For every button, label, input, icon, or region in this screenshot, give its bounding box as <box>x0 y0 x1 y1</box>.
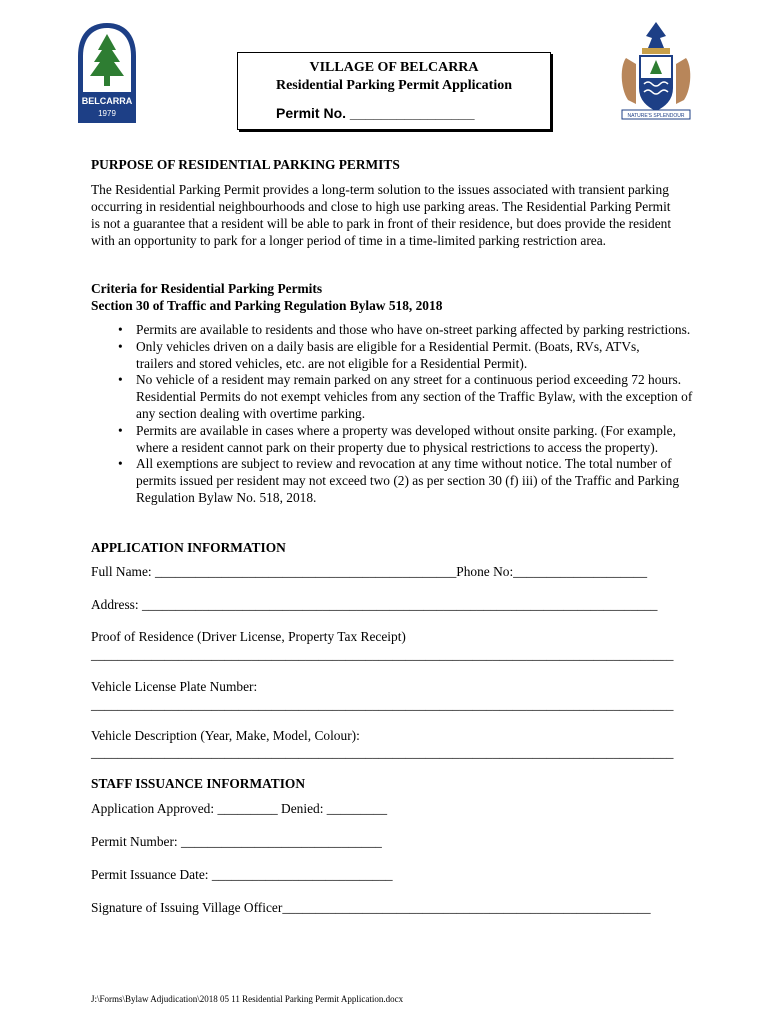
bullet-icon: • <box>118 422 123 438</box>
criteria-item <box>118 322 718 339</box>
signature-field[interactable]: Signature of Issuing Village Officer_______________________________________________________ <box>91 900 651 915</box>
form-title: Residential Parking Permit Application <box>275 78 513 93</box>
criteria-item-text: Permits are available in cases where a property was developed without onsite parking. (For example, where a resident cannot park on their property due to physical restrictions to access the property). <box>136 422 676 455</box>
license-plate-field[interactable]: _______________________________________________________________________________________ <box>91 697 674 712</box>
svg-text:NATURE'S SPLENDOUR: NATURE'S SPLENDOUR <box>627 113 685 119</box>
license-plate-label: Vehicle License Plate Number: <box>91 679 258 694</box>
proof-of-residence-label: Proof of Residence (Driver License, Property Tax Receipt) <box>91 629 406 644</box>
criteria-item <box>118 339 676 373</box>
belcarra-logo <box>74 22 140 124</box>
permit-number-staff-field[interactable]: Permit Number: ______________________________ <box>91 834 382 849</box>
coat-of-arms-logo <box>614 18 698 122</box>
svg-text:BELCARRA: BELCARRA <box>81 96 133 106</box>
approval-field[interactable]: Application Approved: _________ Denied: _________ <box>91 801 388 816</box>
criteria-list <box>118 322 718 507</box>
application-heading: APPLICATION INFORMATION <box>91 540 286 555</box>
proof-of-residence-field[interactable]: _______________________________________________________________________________________ <box>91 647 674 662</box>
staff-heading: STAFF ISSUANCE INFORMATION <box>91 776 306 791</box>
criteria-item-text: All exemptions are subject to review and revocation at any time without notice. The total number of permits issued per resident may not exceed two (2) as per section 30 (f) iii) of the Traffic and Parking Regulation Bylaw No. 518, 2018. <box>136 456 680 505</box>
purpose-heading: PURPOSE OF RESIDENTIAL PARKING PERMITS <box>91 157 400 172</box>
purpose-paragraph: The Residential Parking Permit provides a long-term solution to the issues associated with transient parking occurring in residential neighbourhoods and close to high use parking areas. The Residential Parking Permit is not a guarantee that a resident will be able to park in front of their residence, but does provide the resident with an opportunity to park for a longer period of time in a time-limited parking restriction area. <box>91 182 672 248</box>
full-name-phone-field[interactable]: Full Name: _____________________________________________Phone No:____________________ <box>91 564 648 579</box>
svg-text:1979: 1979 <box>98 109 116 118</box>
permit-number-field[interactable]: Permit No. ________________ <box>276 105 475 121</box>
criteria-subheading: Section 30 of Traffic and Parking Regulation Bylaw 518, 2018 <box>91 298 443 313</box>
header-box <box>237 52 551 130</box>
vehicle-description-label: Vehicle Description (Year, Make, Model, Colour): <box>91 728 360 743</box>
address-field[interactable]: Address: _____________________________________________________________________________ <box>91 597 658 612</box>
criteria-item <box>118 423 696 457</box>
vehicle-description-field[interactable]: _______________________________________________________________________________________ <box>91 745 674 760</box>
bullet-icon: • <box>118 372 123 388</box>
criteria-item <box>118 456 711 506</box>
criteria-heading: Criteria for Residential Parking Permits <box>91 281 323 296</box>
bullet-icon: • <box>118 456 123 472</box>
issuance-date-field[interactable]: Permit Issuance Date: ___________________________ <box>91 867 393 882</box>
criteria-item-text: Permits are available to residents and those who have on-street parking affected by parking restrictions. <box>136 322 691 337</box>
criteria-item-text: No vehicle of a resident may remain parked on any street for a continuous period exceeding 72 hours. Residential Permits do not exempt vehicles from any section of the Traffic Bylaw, with the exception of any section dealing with overtime parking. <box>136 372 693 421</box>
bullet-icon: • <box>118 322 123 337</box>
bullet-icon: • <box>118 338 123 354</box>
file-path-footer: J:\Forms\Bylaw Adjudication\2018 05 11 Residential Parking Permit Application.docx <box>91 994 404 1004</box>
village-title: VILLAGE OF BELCARRA <box>309 60 479 75</box>
criteria-item <box>118 372 696 422</box>
criteria-item-text: Only vehicles driven on a daily basis are eligible for a Residential Permit. (Boats, RVs, ATVs, trailers and stored vehicles, etc. are not eligible for a Residential Permit). <box>136 338 640 371</box>
